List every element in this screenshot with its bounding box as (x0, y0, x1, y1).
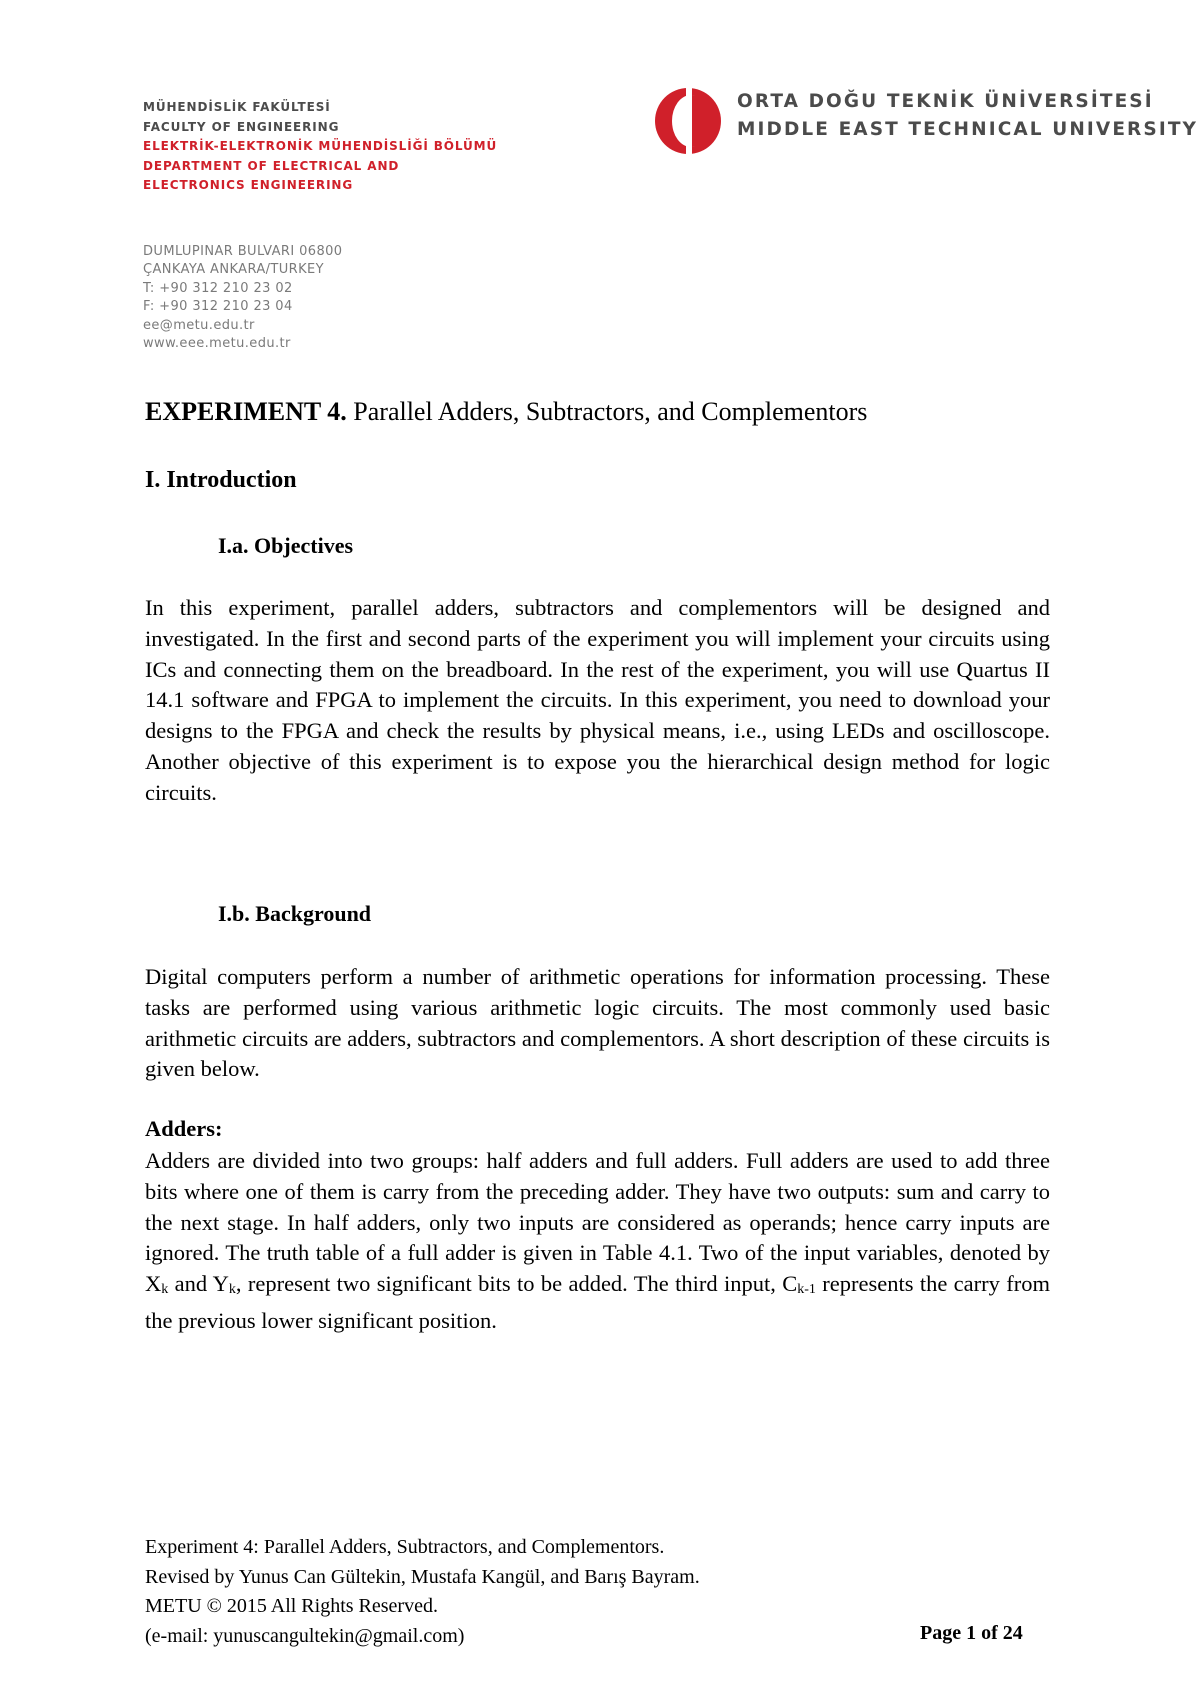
address-street: DUMLUPINAR BULVARI 06800 (143, 244, 343, 259)
subscript-c-k-1: k-1 (797, 1282, 816, 1298)
title-text: Parallel Adders, Subtractors, and Complementors (346, 397, 868, 426)
address-phone: T: +90 312 210 23 02 (143, 280, 293, 296)
adders-text-part4: represents the carry from the previous lower significant position. (145, 1271, 1050, 1333)
address-website: www.eee.metu.edu.tr (143, 336, 291, 352)
faculty-tr: MÜHENDİSLİK FAKÜLTESİ (143, 100, 331, 114)
department-block (143, 98, 497, 196)
section-heading-introduction: I. Introduction (145, 467, 297, 493)
address-email: ee@metu.edu.tr (143, 317, 255, 333)
department-en-line1: DEPARTMENT OF ELECTRICAL AND (143, 158, 400, 173)
objectives-paragraph: In this experiment, parallel adders, subtractors and complementors will be designed and investigated. In the first and second parts of the experiment you will implement your circuits using ICs and connecting them on the breadboard. In the rest of the experiment, you will use Quartus II 14.1 software and FPGA to implement the circuits. In this experiment, you need to download your designs to the FPGA and check the results by physical means, i.e., using LEDs and oscilloscope. Another objective of this experiment is to expose you the hierarchical design method for logic circuits. (145, 595, 1050, 805)
subscript-y-k: k (228, 1282, 236, 1298)
subscript-x-k: k (161, 1282, 169, 1298)
adders-paragraph (145, 1146, 1050, 1337)
department-tr: ELEKTRİK-ELEKTRONİK MÜHENDİSLİĞİ BÖLÜMÜ (143, 139, 498, 154)
address-block (143, 243, 342, 353)
adders-text-part2: and Y (168, 1271, 229, 1297)
page-current: 1 (966, 1622, 977, 1644)
page-total: 24 (1002, 1622, 1023, 1644)
page-number (920, 1622, 1023, 1645)
address-city: ÇANKAYA ANKARA/TURKEY (143, 262, 324, 278)
subsection-heading-background: I.b. Background (218, 901, 372, 926)
page-prefix: Page (920, 1622, 967, 1644)
university-name-tr: ORTA DOĞU TEKNİK ÜNİVERSİTESİ (737, 91, 1154, 112)
adders-text-part1: Adders are divided into two groups: half adders and full adders. Full adders are used to add three bits where one of them is carry from the preceding adder. They have two outputs: sum and carry to the next stage. In half adders, only two inputs are considered as operands; hence carry inputs are ignored. The truth table of a full adder is given in Table 4.1. Two of the input variables, denoted by X (145, 1148, 1050, 1297)
department-en-line2: ELECTRONICS ENGINEERING (143, 178, 354, 193)
university-name-en: MIDDLE EAST TECHNICAL UNIVERSITY (737, 119, 1199, 140)
metu-logo-icon (653, 86, 723, 156)
address-fax: F: +90 312 210 23 04 (143, 299, 293, 315)
background-paragraph: Digital computers perform a number of arithmetic operations for information processing. These tasks are performed using various arithmetic logic circuits. The most commonly used basic arithmetic circuits are adders, subtractors and complementors. A short description of these circuits is given below. (145, 964, 1050, 1082)
document-title (145, 397, 867, 427)
faculty-en: FACULTY OF ENGINEERING (143, 119, 340, 134)
footer-line-email: (e-mail: yunuscangultekin@gmail.com) (145, 1624, 465, 1647)
footer-line-copyright: METU © 2015 All Rights Reserved. (145, 1595, 438, 1617)
adders-heading: Adders: (145, 1116, 223, 1141)
subsection-heading-objectives: I.a. Objectives (218, 533, 354, 558)
page-mid: of (976, 1622, 1003, 1644)
page-footer (145, 1533, 700, 1651)
university-name (737, 88, 1198, 144)
footer-line-title: Experiment 4: Parallel Adders, Subtractors, and Complementors. (145, 1536, 665, 1558)
footer-line-authors: Revised by Yunus Can Gültekin, Mustafa Kangül, and Barış Bayram. (145, 1565, 700, 1588)
adders-text-part3: , represent two significant bits to be added. The third input, C (235, 1271, 798, 1297)
title-number: EXPERIMENT 4. (145, 397, 347, 426)
